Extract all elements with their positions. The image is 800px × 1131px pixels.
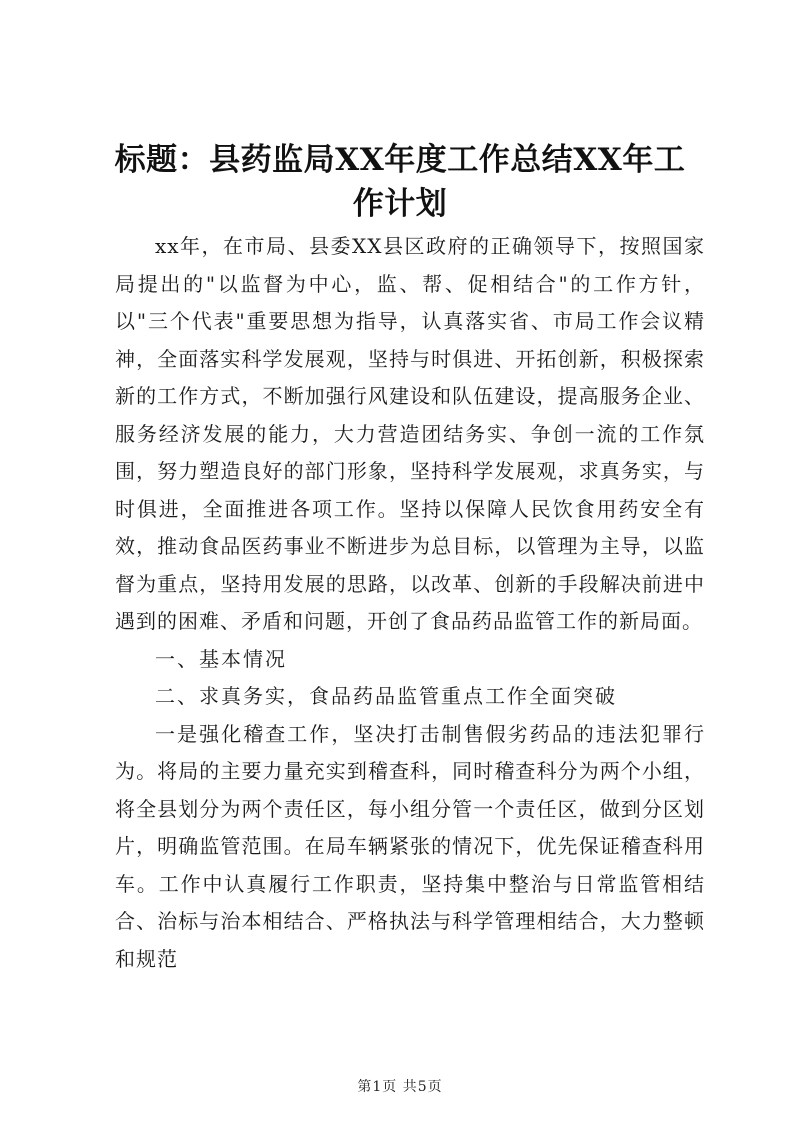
section-heading-key-work: 二、求真务实，食品药品监管重点工作全面突破 [155, 684, 617, 708]
document-body [115, 228, 705, 978]
page-number-footer: 第1页 共5页 [357, 1079, 443, 1095]
document-title: 标题：县药监局XX年度工作总结XX年工作计划 [114, 142, 686, 222]
intro-paragraph: xx年，在市局、县委XX县区政府的正确领导下，按照国家局提出的"以监督为中心，监、帮、促相结合"的工作方针，以"三个代表"重要思想为指导，认真落实省、市局工作会议精神，全面落实科学发展观，坚持与时俱进、开拓创新，积极探索新的工作方式，不断加强行风建设和队伍建设，提高服务企业、服务经济发展的能力，大力营造团结务实、争创一流的工作氛围，努力塑造良好的部门形象，坚持科学发展观，求真务实，与时俱进，全面推进各项工作。坚持以保障人民饮食用药安全有效，推动食品医药事业不断进步为总目标，以管理为主导，以监督为重点，坚持用发展的思路，以改革、创新的手段解决前进中遇到的困难、矛盾和问题，开创了食品药品监管工作的新局面。 [115, 234, 705, 633]
section-heading-basic: 一、基本情况 [155, 646, 287, 671]
inspection-paragraph: 一是强化稽查工作，坚决打击制售假劣药品的违法犯罪行为。将局的主要力量充实到稽查科，同时稽查科分为两个小组，将全县划分为两个责任区，每小组分管一个责任区，做到分区划片，明确监管范围。在局车辆紧张的情况下，优先保证稽查科用车。工作中认真履行工作职责，坚持集中整治与日常监管相结合、治标与治本相结合、严格执法与科学管理相结合，大力整顿和规范 [115, 721, 705, 971]
